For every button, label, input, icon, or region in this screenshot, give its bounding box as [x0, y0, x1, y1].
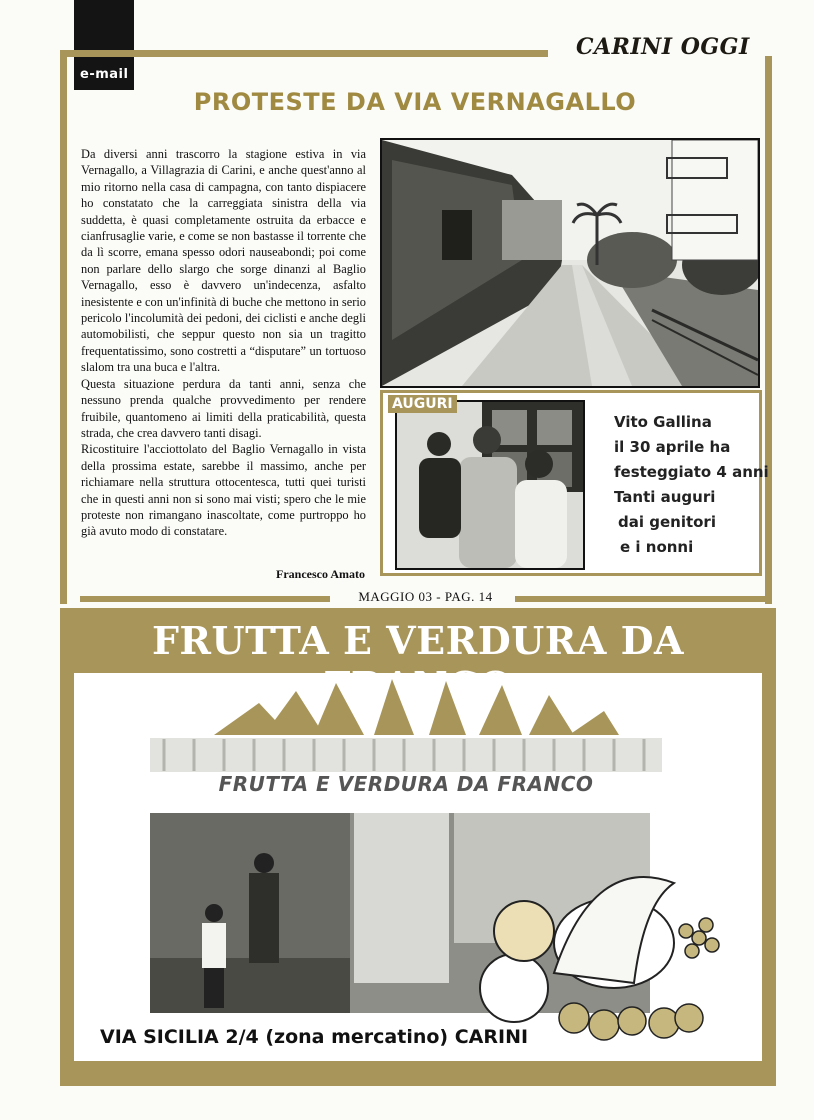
section-tab-label: e-mail — [80, 67, 129, 82]
auguri-line: e i nonni — [620, 538, 694, 556]
street-photo — [380, 138, 760, 388]
shop-address: VIA SICILIA 2/4 (zona mercatino) CARINI — [100, 1026, 529, 1048]
auguri-line: Vito Gallina — [614, 413, 712, 431]
article-author: Francesco Amato — [276, 567, 365, 581]
article-body — [81, 146, 366, 540]
article-paragraph: Ricostituire l'acciottolato del Baglio Vernagallo in vista della prossima estate, sarebbe il massimo, anche per richiamare nella struttura ottocentesca, tutti quei turisti che in questi anni non si sono mai visti; spero che le mie proteste non rimangano inascoltate, come purtroppo ho già avuto modo di constatare. — [81, 442, 366, 539]
auguri-line: il 30 aprile ha — [614, 438, 731, 456]
ad-title: FRUTTA E VERDURA DA — [151, 618, 685, 663]
brand-logo: CARINI OGGI — [576, 34, 750, 60]
shop-sign: FRUTTA E VERDURA DA FRANCO — [218, 772, 594, 796]
footer-rule — [80, 596, 330, 602]
family-photo — [395, 400, 585, 570]
shop-illustration — [74, 673, 762, 1061]
page-footer: MAGGIO 03 - PAG. 14 — [358, 589, 493, 604]
auguri-message — [614, 410, 769, 560]
auguri-line: dai genitori — [618, 513, 716, 531]
ad-panel — [74, 673, 762, 1061]
auguri-line: festeggiato 4 anni — [614, 463, 769, 481]
auguri-line: Tanti auguri — [614, 488, 716, 506]
article-paragraph: Questa situazione perdura da tanti anni, senza che nessuno prenda qualche provvedimento per rendere fruibile, quantomeno ai limiti della praticabilità, questa strada, che crea davvero tanti disagi. — [81, 376, 366, 440]
article-paragraph: Da diversi anni trascorro la stagione estiva in via Vernagallo, a Villagrazia di Carini, e anche quest'anno al mio ritorno nella casa di campagna, con tanto dispiacere ho constatato che la carreggiata sinistra della via suddetta, è quasi completamente ostruita da erbacce e cianfrusaglie varie, e come se non bastasse il torrente che da lì scorre, emana spesso odori nauseabondi; poi come non parlare dello slargo che sorge dinanzi al Baglio Vernagallo, esso è davvero un'indecenza, asfalto inesistente e con un'infinità di buche che mettono in serio pericolo l'incolumità dei pedoni, dei ciclisti e anche degli automobilisti, che seppur questo non sia un tragitto frequentatissimo, sono costretti a “disputare” un tortuoso slalom tra una buca e l'altra. — [81, 147, 366, 375]
article-title: PROTESTE DA VIA VERNAGALLO — [193, 88, 637, 116]
auguri-label: AUGURI — [388, 395, 457, 413]
footer-rule — [515, 596, 765, 602]
